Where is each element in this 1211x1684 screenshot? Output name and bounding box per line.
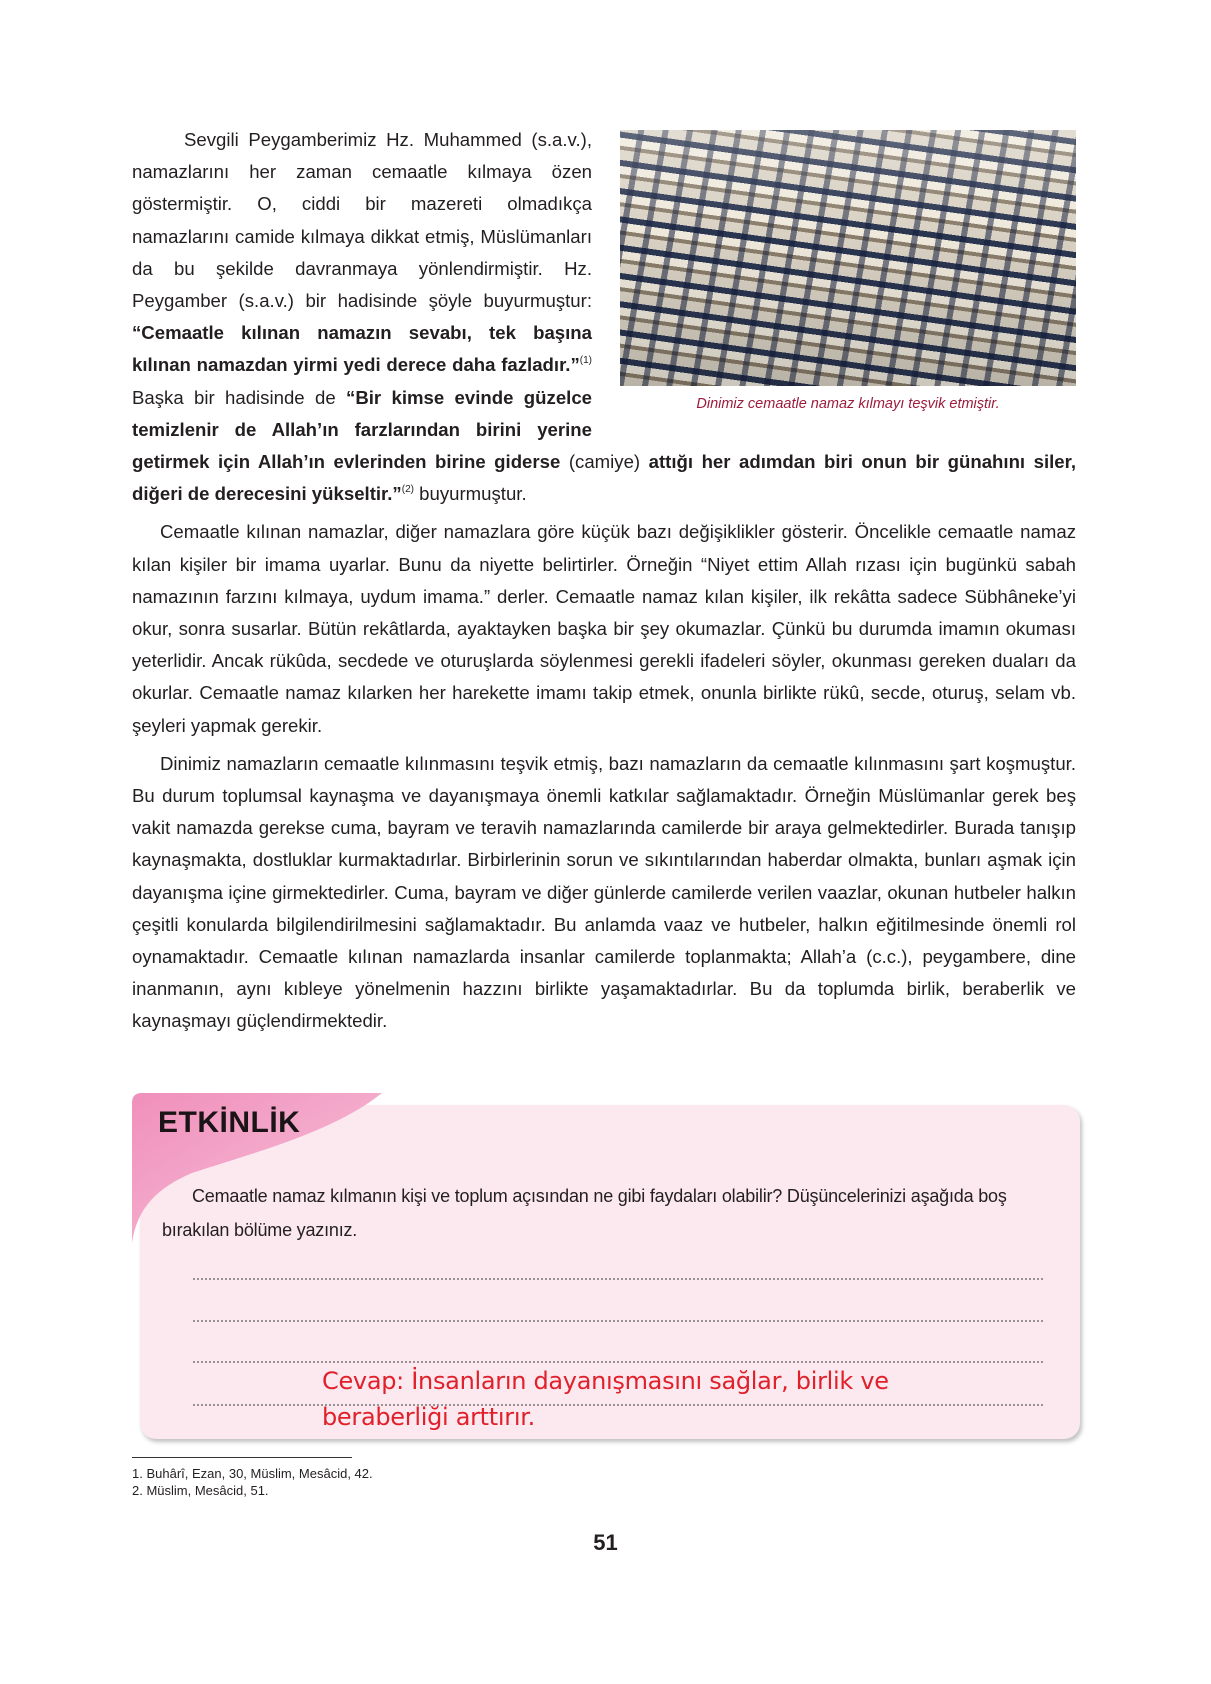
paragraph-2: Cemaatle kılınan namazlar, diğer namazlara göre küçük bazı değişiklikler gösterir. Öncelikle cemaatle namaz kılan kişiler bir imama uyarlar. Bunu da niyette belirtirler. Örneğin “Niyet ettim Allah rızası için bugünkü sabah namazının farzını kılmaya, uydum imama.” derler. Cemaatle namaz kılan kişiler, ilk rekâtta sadece Sübhâneke’yi okur, sonra susarlar. Bütün rekâtlarda, ayaktayken başka bir şey okumazlar. Çünkü bu durumda imamın okuması yeterlidir. Ancak rükûda, secdede ve oturuşlarda söylenmesi gerekli ifadeleri söyler, okunması gereken duaları da okurlar. Cemaatle namaz kılarken her harekette imamı takip etmek, onunla birlikte rükû, secde, oturuş, selam vb. şeyleri yapmak gerekir. [132,521,1076,736]
figure-caption: Dinimiz cemaatle namaz kılmayı teşvik etmiştir. [696,396,1000,412]
footnote-1: 1. Buhârî, Ezan, 30, Müslim, Mesâcid, 42. [132,1466,373,1481]
figure [620,130,1076,414]
handwritten-answer-line-1: Cevap: İnsanların dayanışmasını sağlar, birlik ve [322,1367,889,1395]
congregation-prayer-photo [620,130,1076,386]
activity-title: ETKİNLİK [158,1106,301,1139]
answer-line [193,1320,1043,1322]
answer-line [193,1361,1043,1363]
footnote-2: 2. Müslim, Mesâcid, 51. [132,1483,269,1498]
hadith-quote-1: “Cemaatle kılınan namazın sevabı, tek başına kılınan namazdan yirmi yedi derece daha fazladır.” [132,322,592,376]
activity-box [132,1093,1080,1439]
text: buyurmuştur. [413,483,527,505]
text: Başka bir hadisinde de [132,386,347,408]
hadith-quote-2-cont: attığı her adımdan biri onun bir günahını siler, diğeri de derecesini yükseltir.” [132,451,1076,505]
activity-question: Cemaatle namaz kılmanın kişi ve toplum açısından ne gibi faydaları olabilir? Düşüncelerinizi aşağıda boş bırakılan bölüme yazınız. [162,1186,1007,1240]
footnote-ref-2: (2) [401,484,414,496]
text: (camiye) [560,451,649,473]
text: Sevgili Peygamberimiz Hz. Muhammed (s.a.v.), namazlarını her zaman cemaatle kılmaya özen göstermiştir. O, ciddi bir mazereti olmadıkça namazlarını camide kılmaya dikkat etmiş, Müslümanları da bu şekilde davranmaya yönlendirmiştir. Hz. Peygamber (s.a.v.) bir hadisinde şöyle buyurmuştur: [132,129,592,312]
page-number: 51 [593,1530,618,1555]
handwritten-answer-line-2: beraberliği arttırır. [322,1403,535,1431]
paragraph-3: Dinimiz namazların cemaatle kılınmasını teşvik etmiş, bazı namazların da cemaatle kılınmasını şart koşmuştur. Bu durum toplumsal kaynaşma ve dayanışmaya önemli katkılar sağlamaktadır. Örneğin Müslümanlar gerek beş vakit namazda gerekse cuma, bayram ve teravih namazlarında camilerde bir araya gelmektedirler. Burada tanışıp kaynaşmakta, dostluklar kurmaktadırlar. Birbirlerinin sorun ve sıkıntılarından haberdar olmakta, bunları aşmak için dayanışma içine girmektedirler. Cuma, bayram ve diğer günlerde camilerde verilen vaazlar, okunan hutbeler halkın çeşitli konularda bilgilendirilmesini sağlamaktadır. Bu anlamda vaaz ve hutbeler, halkın eğitilmesinde önemli rol oynamaktadır. Cemaatle kılınan namazlarda insanlar camilerde toplanmakta; Allah’a (c.c.), peygambere, dine inanmanın, aynı kıbleye yönelmenin hazzını birlikte yaşamaktadırlar. Bu da toplumda birlik, beraberlik ve kaynaşmayı güçlendirmektedir. [132,752,1076,1032]
footnote-ref-1: (1) [579,355,592,367]
hadith-quote-2: “Bir kimse evinde güzelce temizlenir de Allah’ın farzlarından birini yerine getirmek için Allah’ın evlerinden birine giderse [132,386,593,473]
footnote-divider [132,1457,352,1458]
answer-line [193,1278,1043,1280]
answer-line [193,1404,1043,1406]
body-text [132,124,1076,1038]
